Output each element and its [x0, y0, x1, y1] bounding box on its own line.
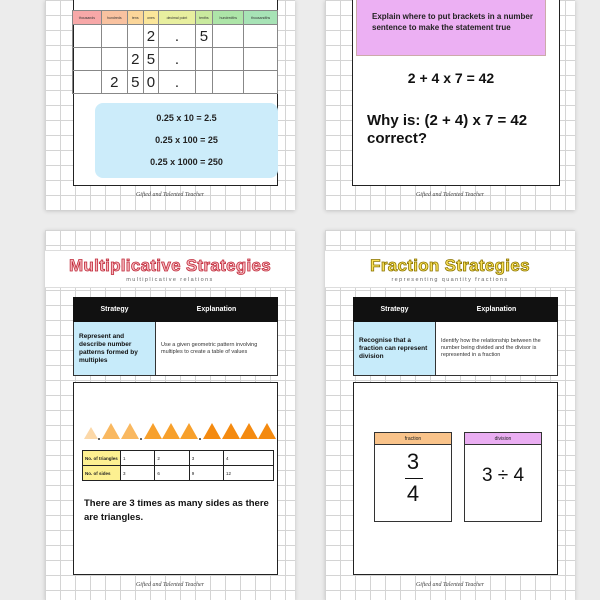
triangle-shape	[102, 423, 120, 439]
poster-title: Multiplicative Strategies	[68, 256, 272, 275]
equations-box	[95, 103, 278, 178]
table-cell: 2	[101, 71, 127, 94]
fraction-label: fraction	[375, 433, 451, 445]
statement-text: There are 3 times as many sides as there are triangles.	[84, 498, 269, 523]
strategy-table	[353, 297, 558, 376]
table-cell	[213, 25, 244, 48]
separator-dot	[98, 438, 100, 440]
division-expression: 3 ÷ 4	[481, 465, 525, 486]
numerator: 3	[406, 449, 420, 474]
table-cell: .	[159, 48, 195, 71]
table-row	[83, 466, 274, 481]
table-row	[83, 451, 274, 466]
column-header: thousands	[73, 11, 102, 25]
column-header: Strategy	[74, 298, 156, 322]
column-header: tens	[127, 11, 143, 25]
column-header: decimal point	[159, 11, 195, 25]
table-cell: 2	[127, 48, 143, 71]
column-header: tenths	[195, 11, 213, 25]
example-card	[353, 382, 558, 575]
table-cell: 3	[189, 451, 223, 466]
logo: Gifted and Talented Teacher	[135, 582, 205, 588]
table-cell	[244, 48, 278, 71]
table-cell: 2	[143, 25, 159, 48]
poster-subtitle: multiplicative relations	[126, 277, 214, 283]
column-header: Explanation	[156, 298, 278, 322]
equation: 2 + 4 x 7 = 42	[407, 70, 495, 86]
poster-header	[45, 250, 295, 288]
strategy-cell: Recognise that a fraction can represent division	[354, 322, 436, 376]
column-header: thousandths	[244, 11, 278, 25]
triangle-shape	[162, 423, 180, 439]
values-table	[82, 450, 274, 481]
row-label: No. of triangles	[83, 451, 121, 466]
table-cell	[101, 25, 127, 48]
table-row	[73, 71, 278, 94]
strategy-cell: Represent and describe number patterns formed by multiples	[74, 322, 156, 376]
division-label: division	[465, 433, 541, 445]
table-cell: 5	[143, 48, 159, 71]
table-cell: 3	[121, 466, 155, 481]
table-row	[73, 25, 278, 48]
table-cell	[73, 48, 102, 71]
fraction-poster	[325, 230, 575, 600]
table-cell: .	[159, 71, 195, 94]
table-cell: 4	[224, 451, 274, 466]
triangle-shape	[84, 427, 98, 439]
table-cell	[213, 48, 244, 71]
table-cell: .	[159, 25, 195, 48]
table-cell: 5	[195, 25, 213, 48]
table-cell	[244, 25, 278, 48]
column-header: hundreds	[101, 11, 127, 25]
triangle-pattern	[84, 423, 274, 443]
equation: 0.25 x 1000 = 250	[150, 157, 223, 167]
separator-dot	[199, 438, 201, 440]
question: Why is: (2 + 4) x 7 = 42 correct?	[367, 112, 528, 147]
triangle-shape	[240, 423, 258, 439]
explanation-cell: Use a given geometric pattern involving multiples to create a table of values	[156, 322, 278, 376]
denominator: 4	[406, 481, 420, 506]
table-cell	[127, 25, 143, 48]
separator-dot	[140, 438, 142, 440]
table-cell: 0	[143, 71, 159, 94]
fraction-bar	[405, 478, 423, 479]
column-header: Explanation	[436, 298, 558, 322]
poster-header	[325, 250, 575, 288]
division-box	[464, 432, 542, 522]
triangle-shape	[144, 423, 162, 439]
triangle-shape	[258, 423, 276, 439]
strategy-table	[73, 297, 278, 376]
triangle-shape	[180, 423, 198, 439]
logo: Gifted and Talented Teacher	[415, 192, 485, 198]
row-label: No. of sides	[83, 466, 121, 481]
logo: Gifted and Talented Teacher	[135, 192, 205, 198]
table-cell: 12	[224, 466, 274, 481]
poster-title: Fraction Strategies	[370, 256, 530, 275]
table-cell: 6	[155, 466, 189, 481]
brackets-poster	[325, 0, 575, 210]
equation: 0.25 x 10 = 2.5	[156, 113, 217, 123]
table-cell	[213, 71, 244, 94]
logo: Gifted and Talented Teacher	[415, 582, 485, 588]
column-header: hundredths	[213, 11, 244, 25]
example-card	[73, 382, 278, 575]
column-header: Strategy	[354, 298, 436, 322]
place-value-poster	[45, 0, 295, 210]
table-cell: 9	[189, 466, 223, 481]
table-cell	[101, 48, 127, 71]
triangle-shape	[222, 423, 240, 439]
table-cell	[244, 71, 278, 94]
column-header: ones	[143, 11, 159, 25]
explanation-cell: Identify how the relationship between the number being divided and the divisor is represented in a fraction	[436, 322, 558, 376]
table-cell: 5	[127, 71, 143, 94]
table-cell	[195, 71, 213, 94]
table-cell	[73, 71, 102, 94]
equation: 0.25 x 100 = 25	[155, 135, 218, 145]
table-cell: 2	[155, 451, 189, 466]
prompt-box: Explain where to put brackets in a number sentence to make the statement true	[356, 0, 546, 56]
multiplicative-poster	[45, 230, 295, 600]
table-cell: 1	[121, 451, 155, 466]
fraction-box	[374, 432, 452, 522]
table-cell	[73, 25, 102, 48]
triangle-shape	[121, 423, 139, 439]
poster-subtitle: representing quantity fractions	[391, 277, 509, 283]
table-cell	[195, 48, 213, 71]
table-row	[73, 48, 278, 71]
triangle-shape	[203, 423, 221, 439]
place-value-table	[72, 10, 278, 94]
